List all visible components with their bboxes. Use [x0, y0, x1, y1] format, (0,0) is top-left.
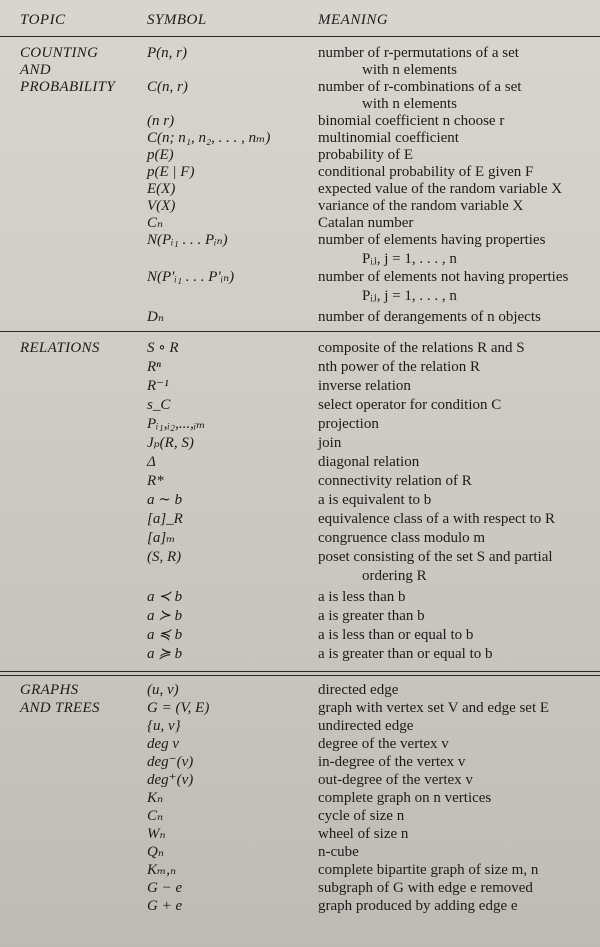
header-meaning: MEANING — [318, 12, 389, 28]
meaning-continuation: with n elements — [362, 62, 457, 78]
symbol-cell: [a]_R — [147, 511, 183, 527]
table-row — [0, 492, 600, 509]
meaning-cell: a is greater than b — [318, 608, 425, 624]
table-row — [0, 340, 600, 357]
meaning-cell: binomial coefficient n choose r — [318, 113, 505, 129]
section-counting-probability — [0, 37, 600, 327]
table-row — [0, 608, 600, 625]
symbol-cell: Δ — [147, 454, 156, 470]
symbol-cell: deg⁺(v) — [147, 772, 194, 788]
symbol-cell: a ≻ b — [147, 608, 183, 624]
table-row — [0, 130, 600, 147]
meaning-cell: composite of the relations R and S — [318, 340, 525, 356]
symbol-cell: a ≼ b — [147, 627, 183, 643]
symbol-cell: (n r) — [147, 113, 175, 129]
symbol-cell: p(E) — [147, 147, 174, 163]
meaning-cell: variance of the random variable X — [318, 198, 524, 214]
symbol-cell: a ≺ b — [147, 589, 183, 605]
table-row — [0, 249, 600, 269]
symbol-cell: G − e — [147, 880, 183, 896]
topic-label: COUNTING — [20, 45, 99, 61]
meaning-cell: a is less than or equal to b — [318, 627, 474, 643]
topic-label: PROBABILITY — [20, 79, 115, 95]
table-row — [0, 772, 600, 790]
symbol-cell: Dₙ — [147, 309, 164, 325]
meaning-cell: number of r-permutations of a set — [318, 45, 519, 61]
table-row — [0, 359, 600, 376]
table-row — [0, 147, 600, 164]
meaning-cell: connectivity relation of R — [318, 473, 472, 489]
meaning-continuation: ordering R — [362, 568, 427, 584]
meaning-cell: complete bipartite graph of size m, n — [318, 862, 539, 878]
symbol-cell: Wₙ — [147, 826, 166, 842]
section-relations — [0, 332, 600, 663]
meaning-cell: wheel of size n — [318, 826, 409, 842]
table-row — [0, 454, 600, 471]
table-row — [0, 808, 600, 826]
meaning-cell: probability of E — [318, 147, 413, 163]
symbol-cell: deg⁻(v) — [147, 754, 194, 770]
table-row — [0, 306, 600, 327]
symbol-cell: Kₙ — [147, 790, 164, 806]
meaning-cell: inverse relation — [318, 378, 411, 394]
table-row — [0, 96, 600, 113]
symbol-cell: Jₚ(R, S) — [147, 435, 194, 451]
table-row — [0, 549, 600, 566]
table-row — [0, 378, 600, 395]
symbol-cell: p(E | F) — [147, 164, 195, 180]
symbol-cell: a ≽ b — [147, 646, 183, 662]
table-row — [0, 700, 600, 718]
symbol-cell: P(n, r) — [147, 45, 187, 61]
symbol-cell: N(Pᵢ₁ . . . Pᵢₙ) — [147, 232, 228, 248]
meaning-cell: expected value of the random variable X — [318, 181, 563, 197]
meaning-cell: projection — [318, 416, 379, 432]
meaning-cell: out-degree of the vertex v — [318, 772, 473, 788]
table-row — [0, 79, 600, 96]
table-row — [0, 215, 600, 232]
meaning-cell: directed edge — [318, 682, 399, 698]
meaning-cell: nth power of the relation R — [318, 359, 481, 375]
header-topic: TOPIC — [20, 12, 66, 28]
table-row — [0, 826, 600, 844]
symbol-cell: Kₘ,ₙ — [147, 862, 177, 878]
table-row — [0, 181, 600, 198]
meaning-cell: n-cube — [318, 844, 359, 860]
table-row — [0, 646, 600, 663]
table-row — [0, 862, 600, 880]
symbol-cell: (u, v) — [147, 682, 179, 698]
meaning-cell: a is greater than or equal to b — [318, 646, 493, 662]
table-row — [0, 286, 600, 306]
meaning-cell: number of elements not having properties — [318, 269, 569, 285]
topic-label: AND — [20, 62, 51, 78]
symbol-cell: G + e — [147, 898, 183, 914]
symbol-cell: S ∘ R — [147, 340, 179, 356]
table-row — [0, 790, 600, 808]
meaning-cell: Catalan number — [318, 215, 414, 231]
table-row — [0, 397, 600, 414]
symbol-cell: C(n, r) — [147, 79, 188, 95]
table-row — [0, 589, 600, 606]
table-row — [0, 45, 600, 62]
meaning-continuation: with n elements — [362, 96, 457, 112]
meaning-cell: number of elements having properties — [318, 232, 546, 248]
topic-label: GRAPHS — [20, 682, 79, 698]
meaning-cell: join — [318, 435, 342, 451]
table-row — [0, 736, 600, 754]
table-row — [0, 880, 600, 898]
table-row — [0, 530, 600, 547]
symbol-cell: V(X) — [147, 198, 176, 214]
table-row — [0, 164, 600, 181]
meaning-cell: complete graph on n vertices — [318, 790, 492, 806]
table-row — [0, 844, 600, 862]
meaning-cell: conditional probability of E given F — [318, 164, 534, 180]
table-row — [0, 898, 600, 916]
symbol-cell: Rⁿ — [147, 359, 161, 375]
symbol-cell: G = (V, E) — [147, 700, 210, 716]
symbol-cell: {u, v} — [147, 718, 181, 734]
table-row — [0, 198, 600, 215]
meaning-cell: equivalence class of a with respect to R — [318, 511, 555, 527]
table-row — [0, 568, 600, 585]
meaning-cell: degree of the vertex v — [318, 736, 449, 752]
symbol-cell: s_C — [147, 397, 171, 413]
symbol-cell: E(X) — [147, 181, 176, 197]
meaning-cell: undirected edge — [318, 718, 414, 734]
table-row — [0, 627, 600, 644]
symbol-cell: Cₙ — [147, 808, 164, 824]
table-row — [0, 62, 600, 79]
table-row — [0, 754, 600, 772]
meaning-cell: select operator for condition C — [318, 397, 502, 413]
symbol-cell: Pᵢ₁,ᵢ₂,...,ᵢₘ — [147, 416, 206, 432]
symbol-cell: N(P′ᵢ₁ . . . P′ᵢₙ) — [147, 269, 235, 285]
meaning-cell: number of derangements of n objects — [318, 309, 541, 325]
meaning-cell: graph with vertex set V and edge set E — [318, 700, 550, 716]
header-symbol: SYMBOL — [147, 12, 207, 28]
table-row — [0, 113, 600, 130]
meaning-cell: graph produced by adding edge e — [318, 898, 518, 914]
symbol-cell: deg v — [147, 736, 180, 752]
symbol-cell: [a]ₘ — [147, 530, 176, 546]
symbol-cell: C(n; n₁, n₂, . . . , nₘ) — [147, 130, 271, 146]
topic-label: AND TREES — [20, 700, 100, 716]
symbol-cell: a ∼ b — [147, 492, 183, 508]
meaning-cell: a is equivalent to b — [318, 492, 432, 508]
section-graphs-trees — [0, 676, 600, 916]
meaning-cell: number of r-combinations of a set — [318, 79, 522, 95]
table-row — [0, 473, 600, 490]
meaning-cell: multinomial coefficient — [318, 130, 459, 146]
table-row — [0, 682, 600, 700]
symbol-cell: R⁻¹ — [147, 378, 169, 394]
meaning-cell: diagonal relation — [318, 454, 420, 470]
symbol-cell: R* — [147, 473, 164, 489]
meaning-cell: subgraph of G with edge e removed — [318, 880, 533, 896]
meaning-cell: congruence class modulo m — [318, 530, 486, 546]
topic-label: RELATIONS — [20, 340, 100, 356]
meaning-continuation: Pᵢⱼ, j = 1, . . . , n — [362, 288, 457, 304]
symbol-cell: Cₙ — [147, 215, 164, 231]
table-row — [0, 718, 600, 736]
meaning-cell: poset consisting of the set S and partial — [318, 549, 553, 565]
table-row — [0, 416, 600, 433]
table-header — [0, 0, 600, 37]
table-row — [0, 511, 600, 528]
meaning-cell: a is less than b — [318, 589, 406, 605]
table-row — [0, 232, 600, 249]
table-row — [0, 269, 600, 286]
meaning-continuation: Pᵢⱼ, j = 1, . . . , n — [362, 251, 457, 267]
symbol-cell: Qₙ — [147, 844, 164, 860]
symbol-cell: (S, R) — [147, 549, 182, 565]
meaning-cell: cycle of size n — [318, 808, 405, 824]
table-row — [0, 435, 600, 452]
meaning-cell: in-degree of the vertex v — [318, 754, 466, 770]
